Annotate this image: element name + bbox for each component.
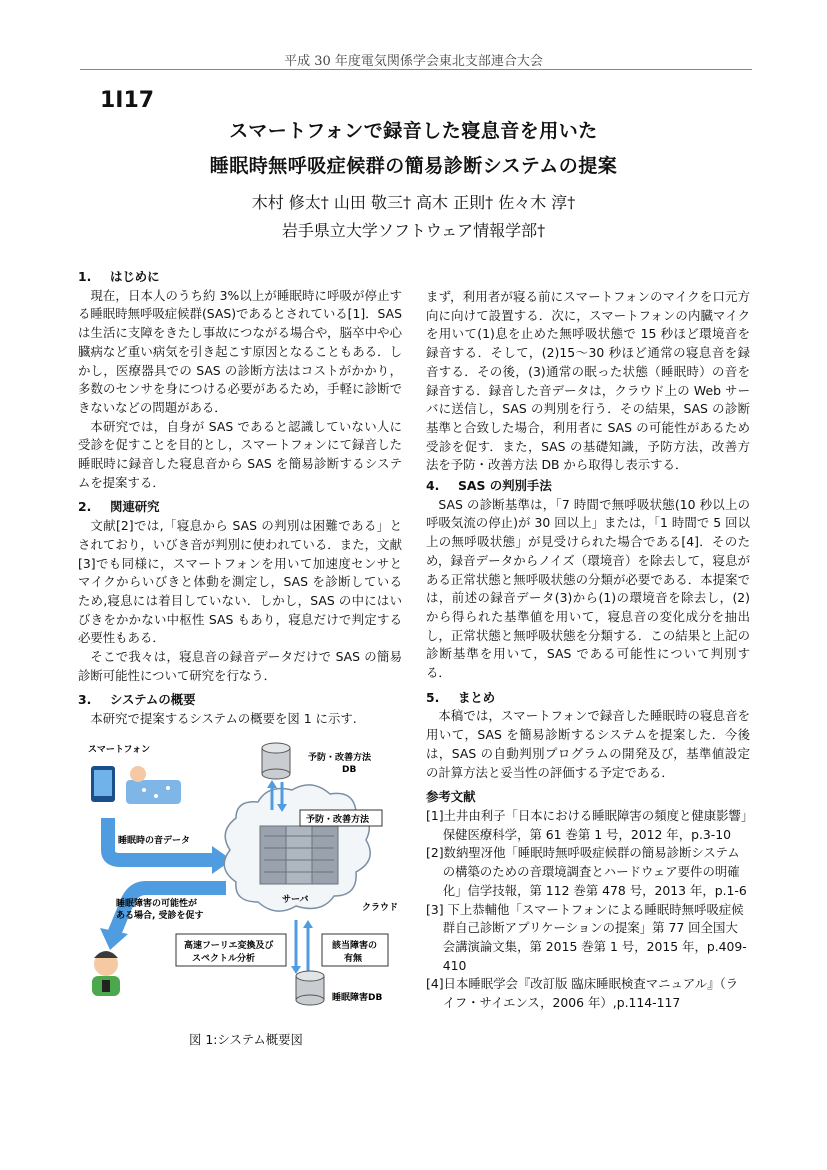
reference-item: [2]数納聖冴他「睡眠時無呼吸症候群の簡易診断システムの構築のための音環境調査とハードウェア要件の明確化」信学技報，第 112 巻第 478 号，2013 年，p.1-6 xyxy=(426,845,747,898)
server-label: サーバ xyxy=(282,895,309,905)
disorder-label-1: 該当障害の xyxy=(332,941,378,951)
paper-title-line-1: スマートフォンで録音した寝息音を用いた xyxy=(229,120,598,142)
sleep-sound-data-label: 睡眠時の音データ xyxy=(118,836,191,846)
section-number: 5. xyxy=(426,689,440,705)
section-number: 1. xyxy=(78,269,92,284)
references-heading: 参考文献 xyxy=(426,789,476,805)
section-1-paragraph-2: 本研究では，自身が SAS であると認識していない人に受診を促すことを目的とし，スマートフォンにて録音した睡眠時に録音した寝息音から SAS を簡易診断するシステムを提案する． xyxy=(78,418,402,490)
reference-item: [1]土井由利子「日本における睡眠障害の頻度と健康影響」保健医療科学，第 61 巻第 1 号，2012 年，p.3-10 xyxy=(426,807,748,842)
system-diagram xyxy=(86,738,406,1013)
system-overview-figure xyxy=(86,738,406,1013)
sleep-disorder-db-label: 睡眠障害DB xyxy=(332,993,383,1003)
sleep-disorder-db-icon xyxy=(296,971,324,1005)
paper-title-line-2: 睡眠時無呼吸症候群の簡易診断システムの提案 xyxy=(209,155,618,177)
section-1-paragraph-1: 現在，日本人のうち約 3%以上が睡眠時に呼吸が停止する睡眠時無呼吸症候群(SAS)であるとされている[1]．SAS は生活に支障をきたし事故につながる場合や，脳卒中や心臓病など重い病気を引き起こす原因となることもある．しかし，医療器具での SAS の診断方法はコストがかかり，多数のセンサを身につける必要があるため，手軽に診断できないなどの問題がある． xyxy=(78,287,402,415)
figure-caption: 図 1:システム概要図 xyxy=(189,1032,303,1047)
reference-item: [3] 下上恭輔他「スマートフォンによる睡眠時無呼吸症候群自己診断アプリケーションの提案」第 77 回全国大会講演論文集，第 2015 巻第 1 号，2015 年，p.409-410 xyxy=(426,901,747,973)
section-number: 3. xyxy=(78,692,92,708)
section-title: システムの概要 xyxy=(110,692,196,708)
authors: 木村 修太† 山田 敬三† 高木 正則† 佐々木 淳† xyxy=(251,193,576,212)
possibility-label-2: ある場合, 受診を促す xyxy=(116,911,204,921)
section-5-paragraph-1: 本稿では，スマートフォンで録音した睡眠時の寝息音を用いて，SAS を簡易診断するシステムを提案した．今後は，SAS の自動判別プログラムの開発及び，基準値設定の計算方法と妥当性の評価する予定である． xyxy=(426,708,750,780)
affiliation: 岩手県立大学ソフトウェア情報学部† xyxy=(281,221,546,240)
disorder-label-2: 有無 xyxy=(344,954,363,964)
section-2-paragraph-2: そこで我々は，寝息音の録音データだけで SAS の簡易診断可能性について研究を行なう． xyxy=(78,649,402,683)
cloud-label: クラウド xyxy=(362,903,399,913)
server-icon xyxy=(260,826,338,884)
possibility-label-1: 睡眠障害の可能性が xyxy=(116,899,198,909)
section-number: 4. xyxy=(426,478,440,494)
right-column xyxy=(426,288,750,1013)
fft-label-2: スペクトル分析 xyxy=(192,954,256,964)
smartphone-icon xyxy=(91,766,115,802)
section-title: 関連研究 xyxy=(110,499,160,515)
reference-item: [4]日本睡眠学会『改訂版 臨床睡眠検査マニュアル』（ライフ・サイエンス，2006 年）,p.114-117 xyxy=(426,976,739,1011)
section-heading-3 xyxy=(78,691,402,710)
conference-header: 平成 30 年度電気関係学会東北支部連合大会 xyxy=(284,54,543,69)
section-4-paragraph-1: SAS の診断基準は，「7 時間で無呼吸状態(10 秒以上の呼吸気流の停止)が 30 回以上」または，「1 時間で 5 回以上の無呼吸状態」が見受けられた場合である[4]．そのため，録音データからノイズ（環境音）を除去して，寝息がある正常状態と無呼吸状態の分類が必要である．本提案では，前述の録音データ(3)から(1)の環境音を除去し，(2)から得られた基準値を用いて，寝息音の変化成分を抽出し，正常状態と無呼吸状態を分類する．この結果と上記の診断基準を用いて，SAS である可能性について判別する． xyxy=(426,496,750,681)
sleeping-person-icon xyxy=(126,766,181,804)
section-heading-5 xyxy=(426,689,750,708)
prevention-method-label: 予防・改善方法 xyxy=(306,815,370,825)
prevention-db-label-1: 予防・改善方法 xyxy=(308,753,372,763)
left-column xyxy=(78,268,402,729)
section-2-paragraph-1: 文献[2]では,「寝息から SAS の判別は困難である」とされており，いびき音が判別に使われている．また，文献[3]でも同様に，スマートフォンを用いて加速度センサとマイクからいびきと体動を測定し，SAS を診断しているため,寝息には着目していない．しかし，SAS の中にはいびきをかかない中枢性 SAS もあり，寝息だけで判定する必要性もある． xyxy=(78,518,402,646)
section-heading-2 xyxy=(78,498,402,517)
fft-label-1: 高速フーリエ変換及び xyxy=(184,941,274,951)
section-title: SAS の判別手法 xyxy=(458,478,552,494)
prevention-db-icon xyxy=(262,743,290,779)
section-number: 2. xyxy=(78,499,92,515)
section-title: はじめに xyxy=(110,269,160,284)
section-3-continuation: まず，利用者が寝る前にスマートフォンのマイクを口元方向に向けて設置する．次に，スマートフォンの内臓マイクを用いて(1)息を止めた無呼吸状態で 15 秒ほど環境音を録音する．そして，(2)15～30 秒ほど通常の寝息音を録音する．その後，(3)通常の眠った状態（睡眠時）の音を録音する．録音した音データは，クラウド上の Web サーバに送信し，SAS の判別を行う．その結果，SAS の診断基準と合致した場合，利用者に SAS の可能性があるため受診を促す．また，SAS の基礎知識，予防方法，改善方法を予防・改善方法 DB から取得し表示する． xyxy=(426,289,750,473)
prevention-db-label-2: DB xyxy=(342,765,357,775)
notify-arrow-head xyxy=(100,928,128,950)
user-with-phone-icon xyxy=(92,951,120,996)
section-heading-1 xyxy=(78,268,402,287)
paper-id: 1I17 xyxy=(100,88,155,113)
smartphone-label: スマートフォン xyxy=(88,745,151,755)
section-3-paragraph-1: 本研究で提案するシステムの概要を図 1 に示す. xyxy=(90,711,357,727)
section-heading-4 xyxy=(426,477,750,496)
header-divider xyxy=(80,69,752,70)
section-title: まとめ xyxy=(458,689,496,705)
